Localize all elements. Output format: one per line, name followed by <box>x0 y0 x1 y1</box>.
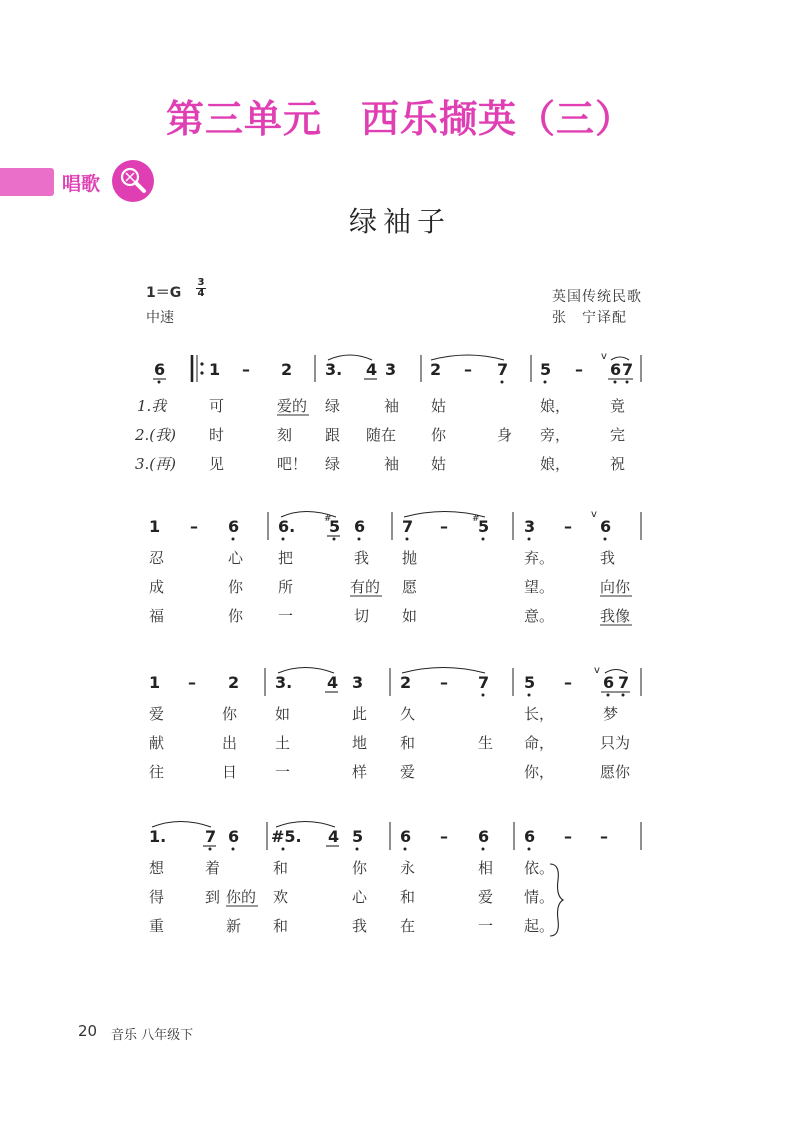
note: 2 <box>281 360 293 379</box>
key-signature: 1＝G <box>146 285 182 301</box>
lyric-syllable: 着 <box>205 859 221 877</box>
lyric-syllable: 一 <box>275 763 291 781</box>
note: 3 <box>352 673 364 692</box>
breath-mark: v <box>594 665 600 676</box>
lyric-line-verse-3 <box>135 455 625 473</box>
lyric-syllable: 我 <box>352 917 368 935</box>
note: 5 <box>329 517 341 536</box>
repeat-dot <box>200 371 203 374</box>
lyric-syllable: 抛 <box>402 549 418 567</box>
lyric-syllable: 和 <box>400 734 416 752</box>
lyric-syllable: 你 <box>228 578 244 596</box>
lyric-syllable: 爱的 <box>277 397 308 415</box>
lyric-syllable: 2.(我) <box>135 426 177 444</box>
lyric-line-verse-1 <box>137 397 625 415</box>
lyric-syllable: 得 <box>149 888 165 906</box>
low-octave-dot <box>333 538 336 541</box>
low-octave-dot <box>232 848 235 851</box>
lyric-syllable: 你 <box>431 426 447 444</box>
arranger-credit: 张 宁译配 <box>552 310 627 326</box>
lyric-syllable: 时 <box>209 426 225 444</box>
note: 3. <box>325 360 343 379</box>
note-dash: – <box>440 827 448 846</box>
lyric-syllable: 想 <box>149 859 165 877</box>
note: 6 <box>228 827 240 846</box>
low-octave-dot <box>604 538 607 541</box>
low-octave-dot <box>209 848 212 851</box>
note: 1 <box>149 517 161 536</box>
lyric-syllable: 我 <box>600 549 616 567</box>
breath-mark: v <box>591 509 597 520</box>
low-octave-dot <box>607 694 610 697</box>
note-dash: – <box>464 360 472 379</box>
lyric-line-verse-1 <box>149 859 554 877</box>
note: 4 <box>328 827 340 846</box>
lyric-syllable: 日 <box>222 763 238 781</box>
page-number: 20 <box>78 1022 98 1040</box>
lyric-syllable: 依。 <box>524 859 555 877</box>
note: #5. <box>271 827 302 846</box>
note: 6 <box>228 517 240 536</box>
note: 6 <box>610 360 622 379</box>
note-dash: – <box>440 517 448 536</box>
note: 2 <box>228 673 240 692</box>
note: 3. <box>275 673 293 692</box>
lyric-syllable: 命， <box>524 734 555 752</box>
lyric-syllable: 刻 <box>277 426 293 444</box>
low-octave-dot <box>614 381 617 384</box>
song-title: 绿袖子 <box>348 205 451 238</box>
low-octave-dot <box>358 538 361 541</box>
lyric-syllable: 跟 <box>325 426 341 444</box>
lyric-line-verse-3 <box>149 917 554 935</box>
lyric-line-verse-1 <box>149 549 615 567</box>
note: 4 <box>366 360 378 379</box>
lyric-syllable: 和 <box>273 917 289 935</box>
lyric-syllable: 1.我 <box>137 397 167 415</box>
breath-mark: v <box>601 351 607 362</box>
low-octave-dot <box>482 694 485 697</box>
lyric-syllable: 爱 <box>478 888 494 906</box>
lyric-syllable: 祝 <box>610 455 626 473</box>
lyric-syllable: 3.(再) <box>135 455 177 473</box>
score-system-4 <box>149 822 641 937</box>
low-octave-dot <box>622 694 625 697</box>
lyric-syllable: 愿 <box>402 578 418 596</box>
song-origin: 英国传统民歌 <box>552 289 642 305</box>
low-octave-dot <box>626 381 629 384</box>
lyric-syllable: 心 <box>352 888 368 906</box>
note: 6 <box>603 673 615 692</box>
lyric-syllable: 竟 <box>610 397 626 415</box>
note: 1 <box>149 673 161 692</box>
lyric-syllable: 到 <box>205 888 221 906</box>
low-octave-dot <box>482 848 485 851</box>
lyric-syllable: 一 <box>278 607 294 625</box>
lyric-syllable: 见 <box>209 455 225 473</box>
lyric-syllable: 你 <box>222 705 238 723</box>
lyric-syllable: 只为 <box>600 734 631 752</box>
note: 3 <box>385 360 397 379</box>
lyric-syllable: 心 <box>228 549 244 567</box>
low-octave-dot <box>158 381 161 384</box>
lyric-syllable: 欢 <box>273 888 289 906</box>
lyric-syllable: 你 <box>352 859 368 877</box>
lyric-line-verse-2 <box>134 426 625 444</box>
note: 5 <box>352 827 364 846</box>
low-octave-dot <box>232 538 235 541</box>
lyric-syllable: 绿 <box>325 397 341 415</box>
note: 7 <box>478 673 490 692</box>
note: 2 <box>400 673 412 692</box>
low-octave-dot <box>356 848 359 851</box>
lyric-syllable: 可 <box>209 397 225 415</box>
lyric-syllable: 绿 <box>325 455 341 473</box>
lyric-syllable: 望。 <box>524 578 555 596</box>
note: 6 <box>354 517 366 536</box>
note-dash: – <box>564 827 572 846</box>
lyric-syllable: 弃。 <box>524 549 555 567</box>
note: 4 <box>327 673 339 692</box>
lyric-syllable: 在 <box>400 917 416 935</box>
lyric-syllable: 一 <box>478 917 494 935</box>
note: 5 <box>540 360 552 379</box>
lyric-syllable: 此 <box>352 705 368 723</box>
score-system-1 <box>134 351 641 473</box>
note: 6 <box>400 827 412 846</box>
lyric-syllable: 出 <box>222 734 238 752</box>
lyric-syllable: 福 <box>149 607 165 625</box>
lyric-syllable: 爱 <box>149 705 165 723</box>
note: 6 <box>478 827 490 846</box>
lyric-syllable: 地 <box>352 734 368 752</box>
lyric-syllable: 随在 <box>366 426 397 444</box>
note: 2 <box>430 360 442 379</box>
note: 6 <box>524 827 536 846</box>
lyric-syllable: 如 <box>275 705 291 723</box>
repeat-dot <box>200 362 203 365</box>
low-octave-dot <box>528 694 531 697</box>
lyric-syllable: 永 <box>400 859 416 877</box>
lyric-syllable: 和 <box>273 859 289 877</box>
section-tag: 唱歌 <box>62 173 101 195</box>
note: 1 <box>209 360 221 379</box>
lyric-syllable: 袖 <box>384 397 400 415</box>
low-octave-dot <box>482 538 485 541</box>
lyric-syllable: 娘， <box>540 455 571 473</box>
lyric-syllable: 完 <box>610 426 626 444</box>
low-octave-dot <box>544 381 547 384</box>
low-octave-dot <box>282 538 285 541</box>
note-dash: – <box>190 517 198 536</box>
lyric-line-verse-2 <box>149 578 632 596</box>
lyric-syllable: 生 <box>478 734 494 752</box>
note-dash: – <box>188 673 196 692</box>
note: 7 <box>622 360 634 379</box>
lyric-line-verse-3 <box>149 763 631 781</box>
lyric-syllable: 重 <box>149 917 165 935</box>
lyric-syllable: 切 <box>354 607 370 625</box>
lyric-syllable: 土 <box>275 734 291 752</box>
note: 6. <box>278 517 296 536</box>
sharp-sign: # <box>472 514 480 524</box>
lyric-syllable: 你， <box>524 763 555 781</box>
note: 7 <box>402 517 414 536</box>
lyric-syllable: 情。 <box>524 888 555 906</box>
low-octave-dot <box>528 848 531 851</box>
lyric-line-verse-2 <box>149 888 554 906</box>
lyric-syllable: 相 <box>478 859 494 877</box>
score-system-3 <box>149 665 641 781</box>
low-octave-dot <box>528 538 531 541</box>
note: 6 <box>600 517 612 536</box>
time-signature-top: 3 <box>197 277 205 288</box>
low-octave-dot <box>404 848 407 851</box>
lyric-syllable: 姑 <box>431 397 447 415</box>
sharp-sign: # <box>324 514 332 524</box>
score-system-2 <box>149 509 641 625</box>
lyric-syllable: 爱 <box>400 763 416 781</box>
lyric-syllable: 向你 <box>600 578 631 596</box>
lyric-syllable: 姑 <box>431 455 447 473</box>
lyric-syllable: 旁， <box>540 426 571 444</box>
lyric-syllable: 和 <box>400 888 416 906</box>
note: 6 <box>154 360 166 379</box>
lyric-syllable: 梦 <box>603 705 619 723</box>
lyric-syllable: 如 <box>402 607 418 625</box>
lyric-syllable: 忍 <box>149 549 165 567</box>
lyric-syllable: 意。 <box>524 607 555 625</box>
lyric-syllable: 身 <box>497 426 513 444</box>
note: 7 <box>497 360 509 379</box>
lyric-syllable: 吧！ <box>277 455 308 473</box>
book-name: 音乐 八年级下 <box>111 1028 194 1043</box>
low-octave-dot <box>282 848 285 851</box>
lyric-line-verse-1 <box>149 705 618 723</box>
note: 5 <box>524 673 536 692</box>
lyric-syllable: 你的 <box>226 888 257 906</box>
lyric-syllable: 久 <box>400 705 416 723</box>
lyric-syllable: 把 <box>278 549 294 567</box>
lyric-syllable: 我像 <box>600 607 631 625</box>
note-dash: – <box>600 827 608 846</box>
low-octave-dot <box>501 381 504 384</box>
tempo-marking: 中速 <box>146 310 174 326</box>
lyric-syllable: 新 <box>226 917 242 935</box>
note-dash: – <box>564 673 572 692</box>
lyric-line-verse-3 <box>149 607 632 625</box>
note: 7 <box>618 673 630 692</box>
lyric-syllable: 往 <box>149 763 165 781</box>
lyric-syllable: 成 <box>149 578 165 596</box>
unit-title: 第三单元 西乐撷英（三） <box>165 97 634 141</box>
lyric-syllable: 娘， <box>540 397 571 415</box>
note: 1. <box>149 827 167 846</box>
low-octave-dot <box>406 538 409 541</box>
lyric-syllable: 袖 <box>384 455 400 473</box>
note-dash: – <box>564 517 572 536</box>
note: 3 <box>524 517 536 536</box>
lyric-syllable: 我 <box>354 549 370 567</box>
time-signature-bottom: 4 <box>197 288 205 299</box>
lyric-syllable: 起。 <box>524 917 555 935</box>
note-dash: – <box>575 360 583 379</box>
lyric-syllable: 你 <box>228 607 244 625</box>
note: 5 <box>478 517 490 536</box>
note-dash: – <box>242 360 250 379</box>
lyric-syllable: 所 <box>278 578 294 596</box>
lyric-syllable: 愿你 <box>600 763 631 781</box>
note-dash: – <box>440 673 448 692</box>
lyric-line-verse-2 <box>149 734 630 752</box>
lyric-syllable: 有的 <box>350 578 381 596</box>
note: 7 <box>205 827 217 846</box>
lyric-syllable: 长， <box>524 705 555 723</box>
lyric-syllable: 样 <box>352 763 368 781</box>
lyric-syllable: 献 <box>149 734 165 752</box>
